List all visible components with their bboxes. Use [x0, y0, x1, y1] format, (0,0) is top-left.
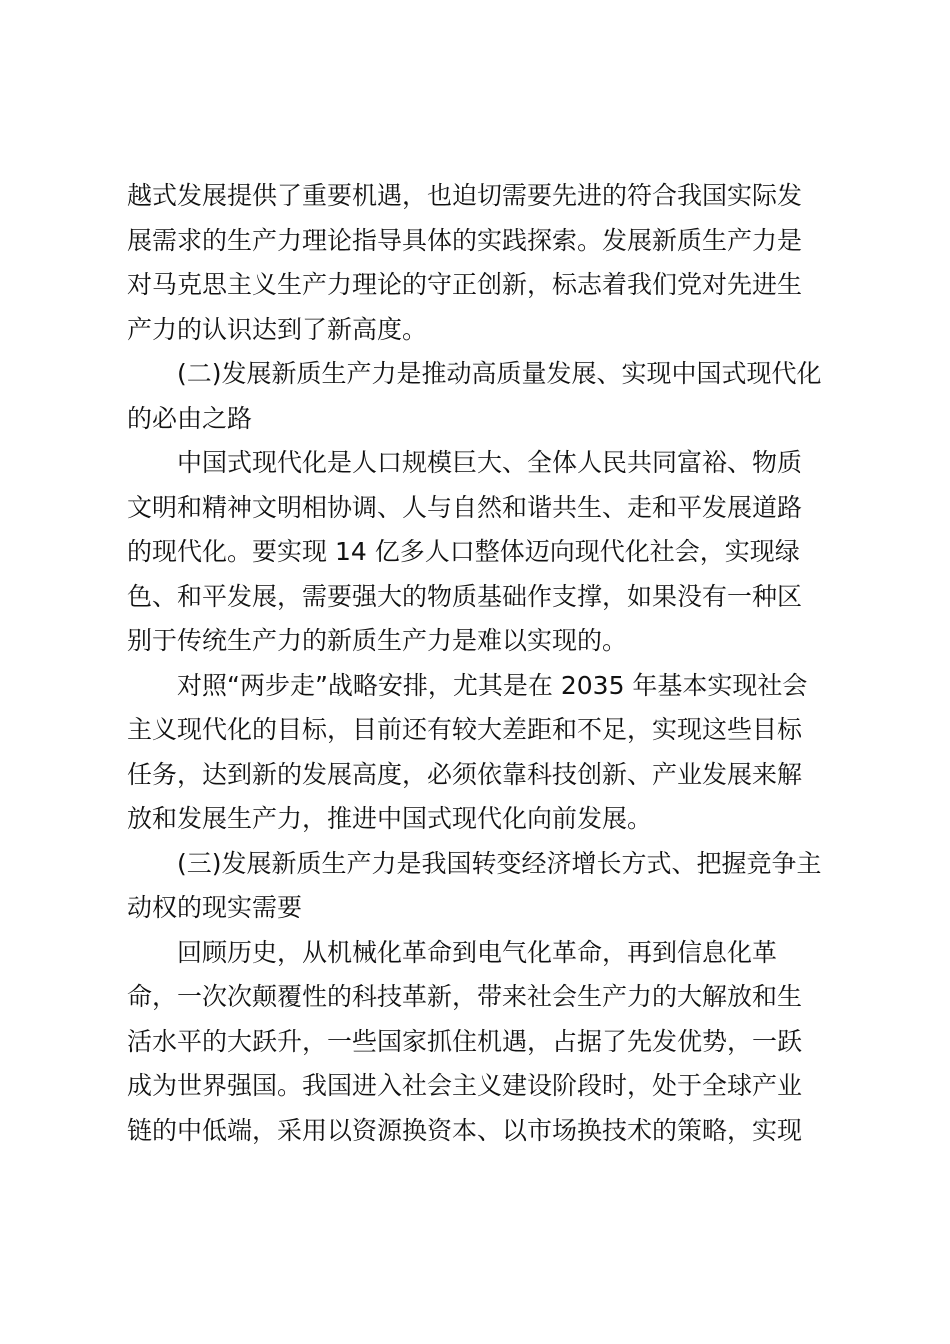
section-heading-line: (三)发展新质生产力是我国转变经济增长方式、把握竞争主 — [177, 849, 822, 878]
section-heading-line: 的必由之路 — [127, 404, 253, 433]
text-line: 主义现代化的目标，目前还有较大差距和不足，实现这些目标 — [127, 715, 803, 744]
text-line: 产力的认识达到了新高度。 — [127, 315, 428, 344]
text-line: 对马克思主义生产力理论的守正创新，标志着我们党对先进生 — [127, 270, 803, 299]
text-line: 文明和精神文明相协调、人与自然和谐共生、走和平发展道路 — [127, 493, 803, 522]
text-line: 对照“两步走”战略安排，尤其是在 2035 年基本实现社会 — [177, 671, 808, 700]
text-line: 回顾历史，从机械化革命到电气化革命，再到信息化革 — [177, 938, 778, 967]
text-line: 放和发展生产力，推进中国式现代化向前发展。 — [127, 804, 653, 833]
text-line: 链的中低端，采用以资源换资本、以市场换技术的策略，实现 — [127, 1116, 803, 1145]
text-line: 中国式现代化是人口规模巨大、全体人民共同富裕、物质 — [177, 448, 803, 477]
text-line: 色、和平发展，需要强大的物质基础作支撑，如果没有一种区 — [127, 582, 803, 611]
text-line: 别于传统生产力的新质生产力是难以实现的。 — [127, 626, 628, 655]
text-line: 任务，达到新的发展高度，必须依靠科技创新、产业发展来解 — [127, 760, 803, 789]
text-line: 命，一次次颠覆性的科技革新，带来社会生产力的大解放和生 — [127, 982, 803, 1011]
text-line: 成为世界强国。我国进入社会主义建设阶段时，处于全球产业 — [127, 1071, 803, 1100]
section-heading-line: 动权的现实需要 — [127, 893, 303, 922]
text-line: 展需求的生产力理论指导具体的实践探索。发展新质生产力是 — [127, 226, 803, 255]
text-line: 越式发展提供了重要机遇，也迫切需要先进的符合我国实际发 — [127, 181, 803, 210]
text-line: 的现代化。要实现 14 亿多人口整体迈向现代化社会，实现绿 — [127, 537, 800, 566]
section-heading-line: (二)发展新质生产力是推动高质量发展、实现中国式现代化 — [177, 359, 822, 388]
text-line: 活水平的大跃升，一些国家抓住机遇，占据了先发优势，一跃 — [127, 1027, 803, 1056]
